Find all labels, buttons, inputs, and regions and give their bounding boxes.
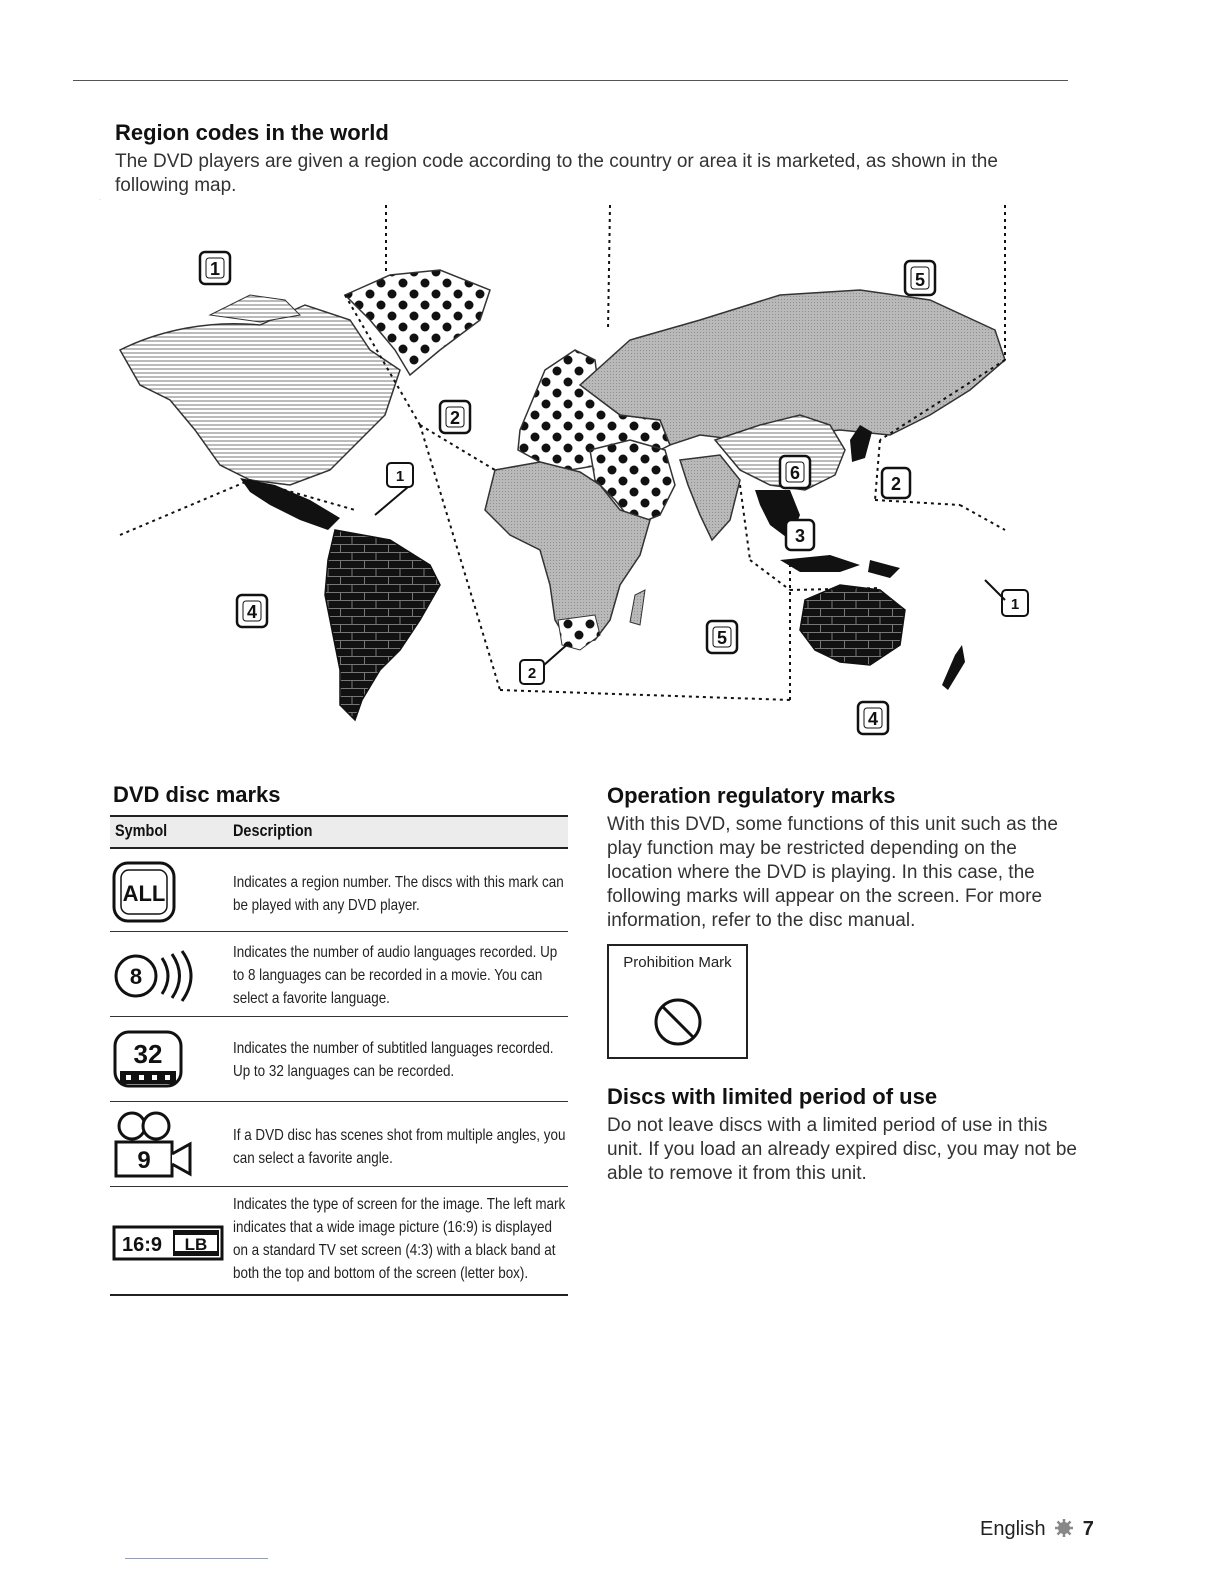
operation-text: With this DVD, some functions of this unit such as the play function may be restricted depending on the location where the DVD is playing. In this case, the following marks will appear on the screen. For more information, refer to the disc manual. (607, 814, 1058, 931)
table-row (110, 1102, 568, 1187)
bottom-rule (125, 1558, 268, 1559)
table-header (110, 815, 568, 849)
region-badge-3 (786, 520, 814, 550)
region-badge-5b (707, 621, 737, 653)
region-all-icon (112, 861, 176, 928)
all-symbol-text: ALL (122, 881, 166, 906)
region-badge-6 (780, 456, 810, 488)
region-label-1c: 1 (1010, 596, 1020, 613)
region-label-5b: 5 (716, 628, 728, 648)
operation-heading: Operation regulatory marks (607, 783, 896, 808)
col-description: Description (233, 821, 313, 840)
region-label-4a: 4 (246, 602, 258, 622)
region-badge-1b (387, 463, 413, 487)
region-badge-1c (1002, 590, 1028, 616)
footer-language: English (980, 1518, 1046, 1540)
region-label-3: 3 (794, 526, 806, 546)
disc-marks-table (110, 815, 568, 1296)
region-heading: Region codes in the world (115, 120, 389, 145)
north-america-shape (120, 305, 400, 485)
region-label-2a: 2 (449, 408, 461, 428)
prohibition-icon (652, 996, 704, 1048)
limited-text: Do not leave discs with a limited period of use in this unit. If you load an already expired disc, you may not be able to remove it from this unit. (607, 1115, 1077, 1184)
region-label-6: 6 (789, 463, 801, 483)
top-rule (73, 80, 1068, 81)
region-label-2d: 2 (99, 200, 101, 201)
row-description: If a DVD disc has scenes shot from multiple angles, you can select a favorite angle. (233, 1127, 566, 1167)
region-badge-2b (882, 468, 910, 498)
disc-marks-heading: DVD disc marks (113, 782, 281, 807)
south-america-shape (325, 530, 440, 720)
prohibition-mark-label: Prohibition Mark (623, 954, 732, 971)
col-symbol: Symbol (115, 821, 168, 840)
region-world-map (100, 200, 1060, 760)
multi-angle-icon (112, 1110, 196, 1185)
table-row (110, 1187, 568, 1296)
region-label-4b: 4 (867, 709, 879, 729)
audio-languages-icon (112, 950, 204, 1007)
limited-heading: Discs with limited period of use (607, 1084, 938, 1109)
row-description: Indicates the number of audio languages recorded. Up to 8 languages can be recorded in a movie. You can select a favorite language. (233, 944, 558, 1007)
region-label-5a: 5 (914, 270, 926, 290)
row-description: Indicates the number of subtitled languages recorded. Up to 32 languages can be recorded. (233, 1040, 554, 1080)
screen-type-icon (112, 1225, 224, 1266)
table-row (110, 849, 568, 932)
region-badge-4b (858, 702, 888, 734)
table-row (110, 932, 568, 1017)
region-label-2c: 2 (527, 665, 537, 682)
audio-symbol-text: 8 (129, 964, 143, 989)
gear-bullet-icon (1055, 1519, 1073, 1537)
region-label-2b: 2 (890, 474, 902, 494)
australia-shape (800, 585, 905, 665)
region-label-1a: 1 (209, 259, 221, 279)
region-badge-2c (520, 660, 544, 684)
wide-symbol-text: 16:9 (121, 1234, 163, 1256)
region-badge-2 (440, 401, 470, 433)
page-footer (980, 1518, 1094, 1541)
region-badge-4 (237, 595, 267, 627)
page-number: 7 (1082, 1518, 1094, 1540)
row-description: Indicates a region number. The discs with this mark can be played with any DVD player. (233, 874, 564, 914)
region-badge-2d (100, 199, 101, 201)
angle-symbol-text: 9 (137, 1147, 151, 1174)
prohibition-mark-box (607, 944, 748, 1059)
region-badge-1 (200, 252, 230, 284)
subtitle-languages-icon (112, 1029, 184, 1094)
region-intro: The DVD players are given a region code according to the country or area it is marketed, as shown in the following map. (115, 151, 998, 196)
central-america-shape (240, 478, 340, 530)
region-label-1b: 1 (395, 468, 405, 485)
table-row (110, 1017, 568, 1102)
subtitle-symbol-text: 32 (133, 1039, 163, 1069)
row-description: Indicates the type of screen for the image. The left mark indicates that a wide image picture (16:9) is displayed on a standard TV set screen (4:3) with a black band at both the top and bottom of the screen (letter box). (233, 1196, 566, 1282)
region-badge-5 (905, 261, 935, 295)
lb-symbol-text: LB (184, 1235, 208, 1254)
